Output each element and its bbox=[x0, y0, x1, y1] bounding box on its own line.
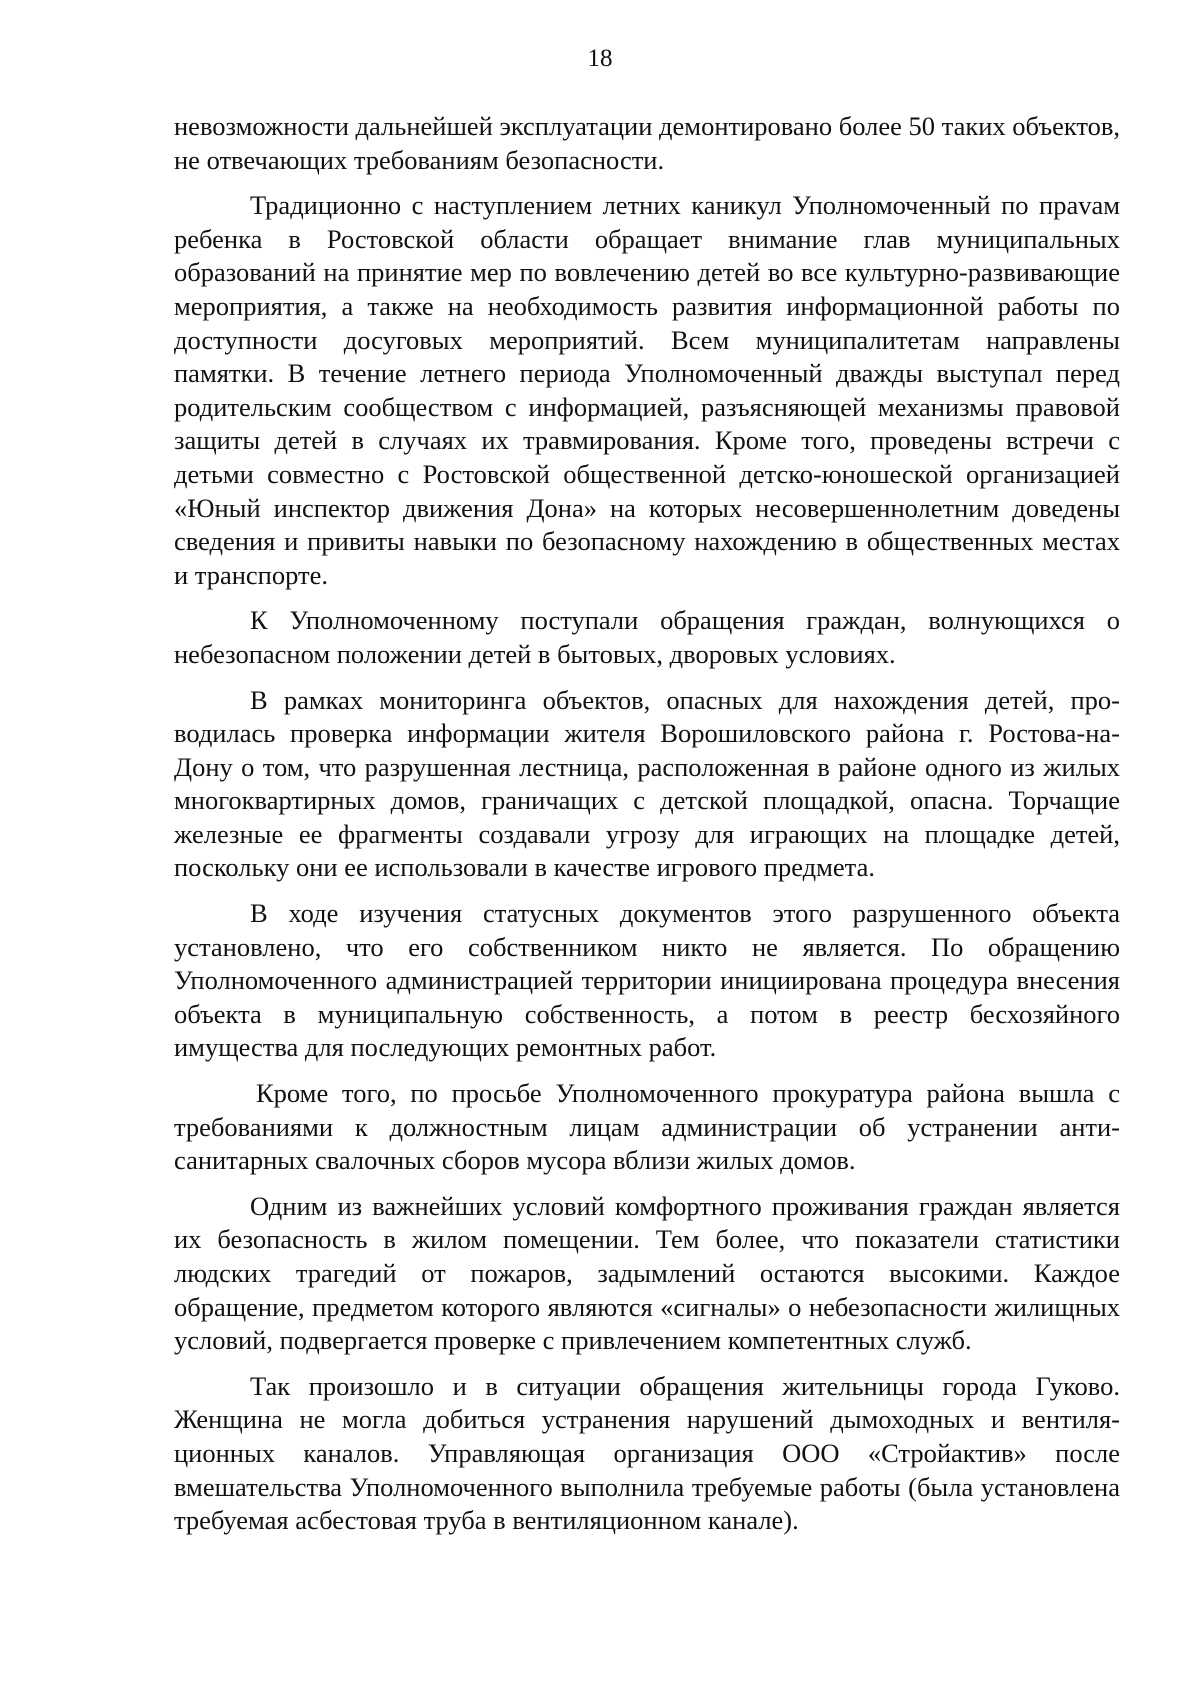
paragraph-6: Кроме того, по просьбе Уполномоченного прокуратура района вышла с требованиями к должностным лицам администрации об устранении антисанитарных свалочных сборов мусора вблизи жилых домов. bbox=[174, 1078, 1120, 1176]
paragraph-3: К Уполномоченному поступали обращения граждан, волнующихся о небезопасном положении детей в бытовых, дворовых условиях. bbox=[174, 605, 1120, 669]
paragraph-7: Одним из важнейших условий комфортного проживания граждан является их безопасность в жилом помещении. Тем более, что показатели статистики людских трагедий от пожаров, задымлений остаются высокими. Каждое обращение, предметом которого являются «сигналы» о небезопасности жилищных условий, подвергается проверке с привлечением компетентных служб. bbox=[174, 1190, 1120, 1356]
paragraph-2: Традиционно с наступлением летних каникул Уполномоченный по праvам ребенка в Ростовской области обращает внимание глав муниципальных образований на принятие мер по вовлечению детей во все культурно-развивающие мероприятия, а также на необходимость развития информационной работы по доступности досуговых мероприятий. Всем муниципалитетам направлены памятки. В течение летнего периода Уполномоченный дважды выступал перед родительским сообществом с информацией, разъясняющей механизмы правовой защиты детей в случаях их травмирования. Кроме того, проведены встречи с детьми совместно с Ростовской общественной детско-юношеской организацией «Юный инспектор движения Дона» на которых несовершеннолетним доведены сведения и привиты навыки по безопасному нахождению в общественных местах и транспорте. bbox=[174, 190, 1120, 590]
paragraph-1: невозможности дальнейшей эксплуатации демонтировано более 50 таких объектов, не отвечающих требованиям безопасности. bbox=[174, 111, 1120, 175]
paragraph-8: Так произошло и в ситуации обращения жительницы города Гуково. Женщина не могла добиться устранения нарушений дымоходных и вентиляционных каналов. Управляющая организация ООО «Стройактив» после вмешательства Уполномоченного выполнила требуемые работы (была установлена требуемая асбестовая труба в вентиляционном канале). bbox=[174, 1370, 1120, 1536]
page-number: 18 bbox=[587, 45, 613, 72]
document-body bbox=[174, 110, 1120, 1550]
paragraph-4: В рамках мониторинга объектов, опасных для нахождения детей, проводилась проверка информации жителя Ворошиловского района г. Ростова-на-Дону о том, что разрушенная лестница, расположенная в районе одного из жилых многоквартирных домов, граничащих с детской площадкой, опасна. Торчащие железные ее фрагменты создавали угрозу для играющих на площадке детей, поскольку они ее использовали в качестве игрового предмета. bbox=[174, 684, 1120, 883]
paragraph-5: В ходе изучения статусных документов этого разрушенного объекта установлено, что его собственником никто не является. По обращению Уполномоченного администрацией территории инициирована процедура внесения объекта в муниципальную собственность, а потом в реестр бесхозяйного имущества для последующих ремонтных работ. bbox=[174, 898, 1120, 1063]
